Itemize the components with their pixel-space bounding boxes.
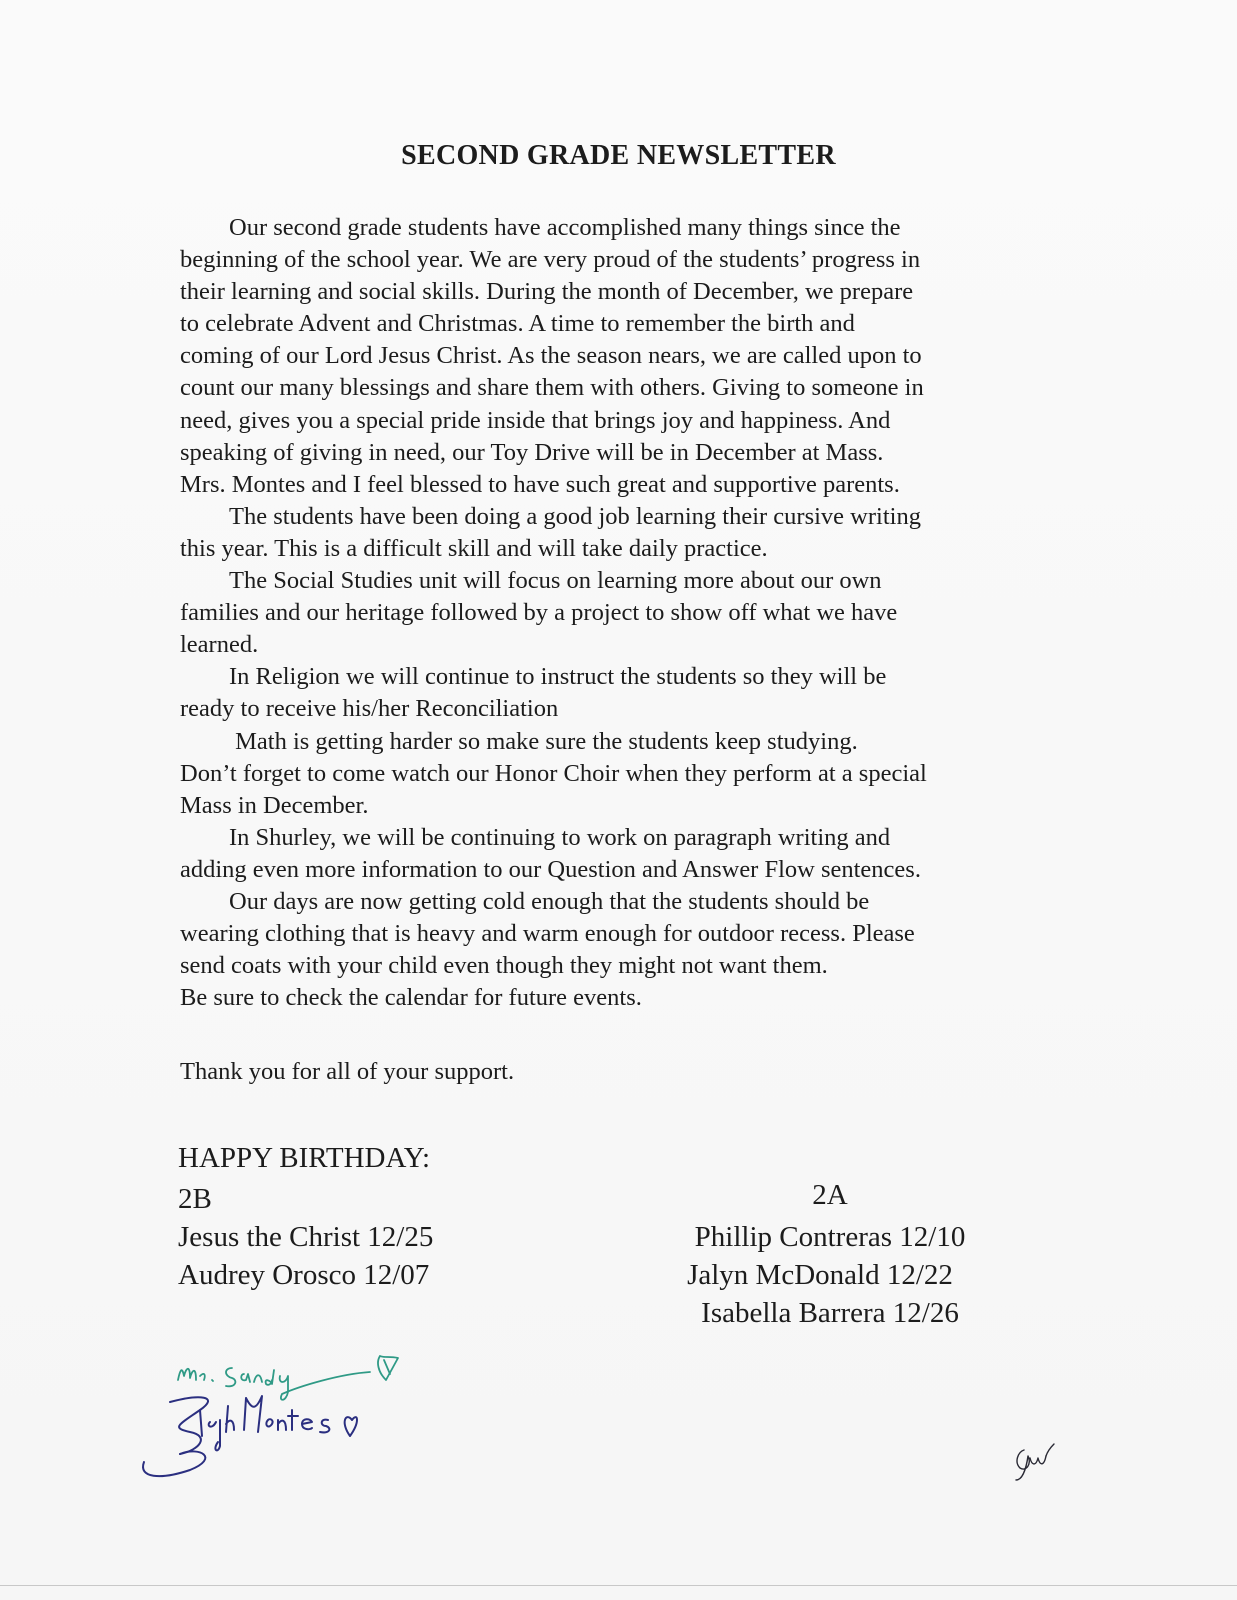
paragraph-cursive: The students have been doing a good job learning their cursive writing this year. This is a difficult skill and will take daily practice. xyxy=(180,502,921,562)
paragraph-calendar: Be sure to check the calendar for future events. xyxy=(180,984,642,1012)
newsletter-title: SECOND GRADE NEWSLETTER xyxy=(401,140,836,171)
paragraph-social-studies: The Social Studies unit will focus on learning more about our own families and our heritage followed by a project to show off what we have learned. xyxy=(180,567,898,659)
birthday-entry: Phillip Contreras 12/10 xyxy=(694,1221,966,1253)
thanks-line: Thank you for all of your support. xyxy=(180,1058,515,1085)
birthday-entry: Jesus the Christ 12/25 xyxy=(178,1221,434,1253)
class-label-2b: 2B xyxy=(178,1183,212,1215)
page-edge-line xyxy=(0,1585,1237,1586)
birthday-heading: HAPPY BIRTHDAY: xyxy=(178,1142,431,1174)
birthday-entry: Audrey Orosco 12/07 xyxy=(178,1259,430,1291)
paragraph-religion: In Religion we will continue to instruct the students so they will be ready to receive his/her Reconciliation xyxy=(180,663,887,723)
birthday-entry: Jalyn McDonald 12/22 xyxy=(687,1259,953,1291)
handwritten-signatures xyxy=(140,1350,480,1500)
signature-green xyxy=(178,1356,398,1400)
birthday-entry: Isabella Barrera 12/26 xyxy=(701,1297,959,1329)
birthday-list-2a xyxy=(660,1179,1000,1332)
paragraph-math-choir: Math is getting harder so make sure the students keep studying. Don’t forget to come watch our Honor Choir when they perform at a special Mass in December. xyxy=(180,727,927,819)
paragraph-weather: Our days are now getting cold enough that the students should be wearing clothing that is heavy and warm enough for outdoor recess. Please send coats with your child even though they might not want them. xyxy=(180,887,915,980)
class-label-2a: 2A xyxy=(812,1179,848,1211)
handwritten-initials xyxy=(1010,1440,1070,1500)
paragraph-intro: Our second grade students have accomplished many things since the beginning of the school year. We are very proud of the students’ progress in their learning and social skills. During the month of December, we prepare to celebrate Advent and Christmas. A time to remember the birth and coming of our Lord Jesus Christ. As the season nears, we are called upon to count our many blessings and share them with others. Giving to someone in need, gives you a special pride inside that brings joy and happiness. And speaking of giving in need, our Toy Drive will be in December at Mass. Mrs. Montes and I feel blessed to have such great and supportive parents. xyxy=(180,214,924,498)
signature-blue xyxy=(143,1396,357,1476)
birthday-list-2b xyxy=(178,1180,433,1294)
paragraph-shurley: In Shurley, we will be continuing to work on paragraph writing and adding even more information to our Question and Answer Flow sentences. xyxy=(180,823,921,883)
newsletter-body xyxy=(180,212,1050,1014)
